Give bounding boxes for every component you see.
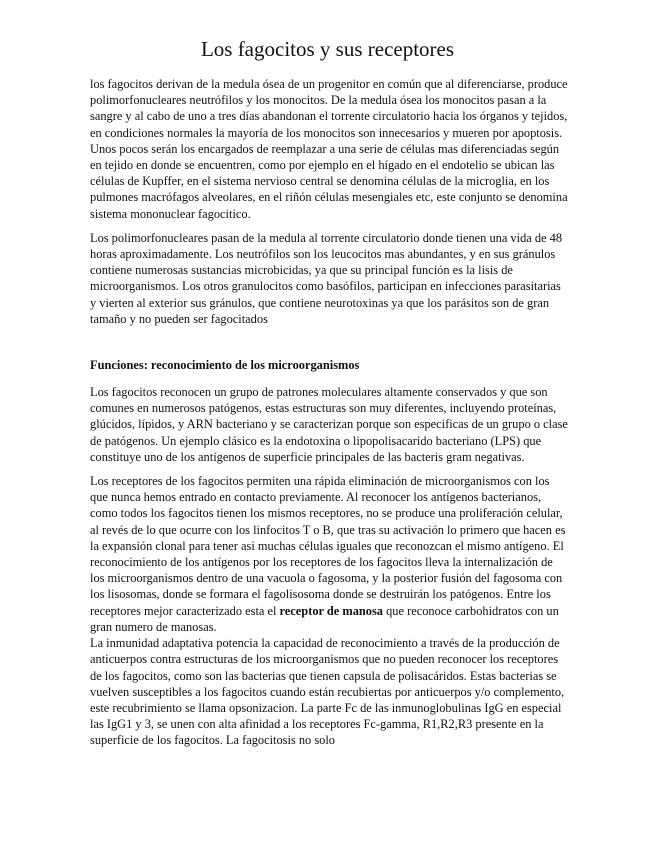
document-body <box>90 76 568 757</box>
receptors-text-end: que reconoce carbohidratos con un gran numero de manosas. <box>90 603 559 634</box>
receptors-text-start: Los receptores de los fagocitos permiten una rápida eliminación de microorganismos con los que nunca hemos entrado en contacto previamente. Al reconocer los antígenos bacterianos, como todos los fagocitos tienen los mismos receptores, no se produce una proliferación celular, al revés de lo que ocurre con los linfocitos T o B, que tras su activación lo primero que hacen es la expansión clonal para tener asi muchas células iguales que reconozcan el mismo antígeno. El reconocimiento de los antígenos por los receptores de los fagocitos lleva la internalización de los microorganismos dentro de una vacuola o fagosoma, y la posterior fusión del fagosoma con los lisosomas, donde se formara el fagolisosoma donde se destruirán los patógenos. Entre los receptores mejor caracterizado esta el <box>90 474 566 618</box>
paragraph-origin: los fagocitos derivan de la medula ósea de un progenitor en común que al diferenciarse, produce polimorfonucleares neutrófilos y los monocitos. De la medula ósea los monocitos pasan a la sangre y al cabo de uno a tres días abandonan el torrente circulatorio hacia los órganos y tejidos, en condiciones normales la mayoría de los monocitos son innecesarios y mueren por apoptosis. Unos pocos serán los encargados de reemplazar a una serie de células mas diferenciadas según en tejido en donde se encuentren, como por ejemplo en el hígado en el endotelio se ubican las células de Kupffer, en el sistema nervioso central se denomina células de la microglia, en los pulmones macrófagos alveolares, en el riñón células mesengiales etc, este conjunto se denomina sistema mononuclear fagocitico. <box>90 77 568 221</box>
paragraph-recognition: Los fagocitos reconocen un grupo de patrones moleculares altamente conservados y que son comunes en numerosos patógenos, estas estructuras son muy diferentes, incluyendo proteínas, glúcidos, lípidos, y ARN bacteriano y se caracterizan porque son especificas de un grupo o clase de patógenos. Un ejemplo clásico es la endotoxina o lipopolisacarido bacteriano (LPS) que constituye uno de los antígenos de superficie principales de las bacteris gram negativas. <box>90 385 568 464</box>
section-heading: Funciones: reconocimiento de los microorganismos <box>90 358 360 373</box>
paragraph-polymorphonuclear: Los polimorfonucleares pasan de la medula al torrente circulatorio donde tienen una vida de 48 horas aproximadamente. Los neutrófilos son los leucocitos mas abundantes, y en sus gránulos contiene numerosas sustancias microbicidas, ya que su principal función es la lisis de microorganismos. Los otros granulocitos como basófilos, participan en infecciones parasitarias y vierten al exterior sus gránulos, que contiene neurotoxinas ya que los parásitos son de gran tamaño y no pueden ser fagocitados <box>90 230 563 326</box>
mannose-receptor-term: receptor de manosa <box>279 603 383 618</box>
document-title: Los fagocitos y sus receptores <box>200 37 455 61</box>
paragraph-receptors <box>90 473 568 635</box>
paragraph-adaptive-immunity: La inmunidad adaptativa potencia la capacidad de reconocimiento a través de la producción de anticuerpos contra estructuras de los microorganismos que no pueden reconocer los receptores de los fagocitos, como son las bacterias que tienen capsula de polisacáridos. Estas bacterias se vuelven susceptibles a los fagocitos cuando están recubiertas por anticuerpos y/o complemento, este recubrimiento se llama opsonizacion. La parte Fc de las inmunoglobulinas IgG en especial las IgG1 y 3, se unen con alta afinidad a los receptores Fc-gamma, R1,R2,R3 presente en la superficie de los fagocitos. La fagocitosis no solo <box>90 636 565 748</box>
